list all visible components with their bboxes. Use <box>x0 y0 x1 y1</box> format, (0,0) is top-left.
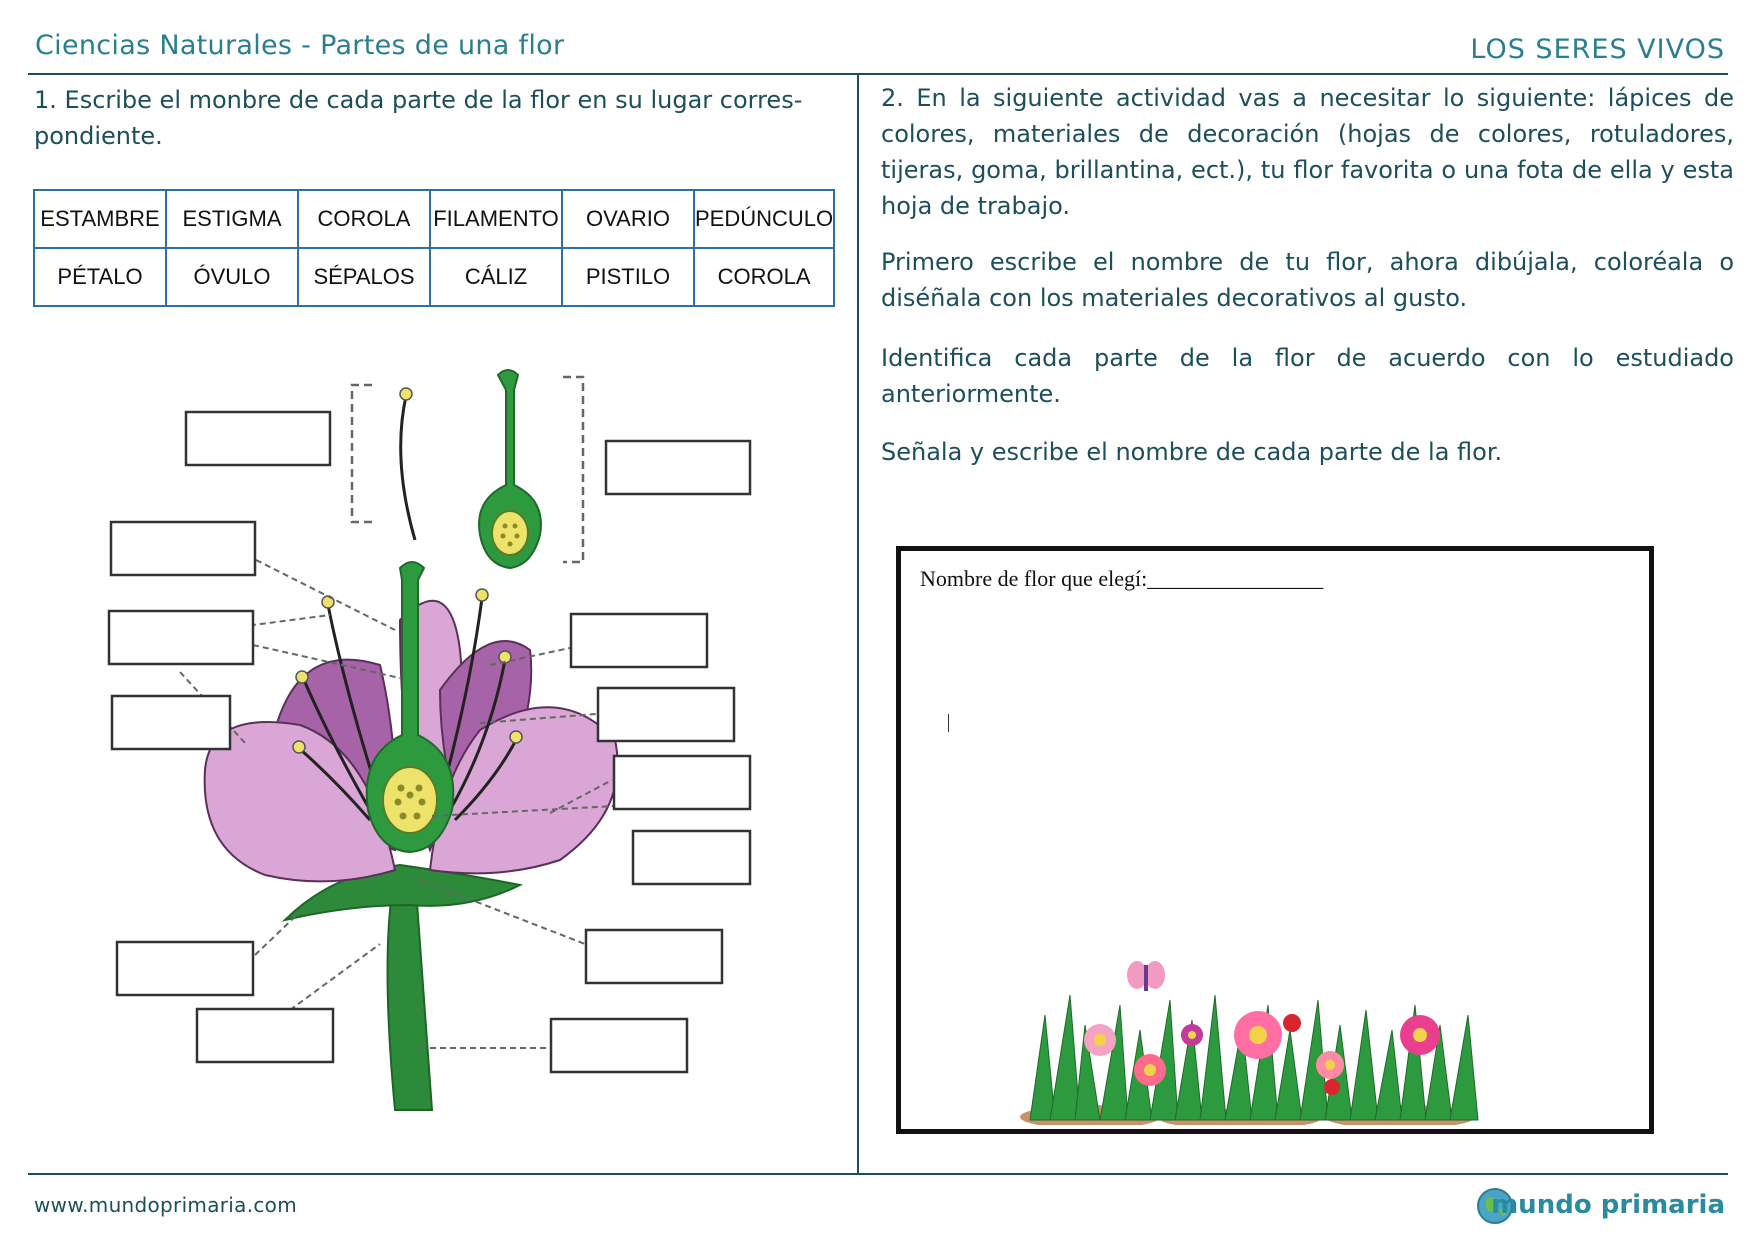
answer-box <box>112 696 230 749</box>
word-cell: PISTILO <box>562 248 694 306</box>
answer-box <box>614 756 750 809</box>
answer-box <box>606 441 750 494</box>
word-cell: OVARIO <box>562 190 694 248</box>
word-bank-table <box>33 189 835 307</box>
ladybug <box>1283 1014 1301 1032</box>
word-cell: PEDÚNCULO <box>694 190 834 248</box>
section-title: LOS SERES VIVOS <box>1470 34 1725 65</box>
flower-diagram <box>0 330 850 1120</box>
header-divider <box>28 73 1728 75</box>
word-bank-row <box>34 190 834 248</box>
question-2-intro: 2. En la siguiente actividad vas a necesitar lo siguiente: lápices de colores, materiales de decoración (hojas de colores, rotuladores, tijeras, goma, brillantina, ect.), tu flor favorita o una fota de ella y esta hoja de trabajo. <box>881 84 1734 220</box>
garden-flower <box>1084 1024 1116 1056</box>
word-cell: CÁLIZ <box>430 248 562 306</box>
filament-detail <box>401 396 415 540</box>
stem <box>388 875 433 1110</box>
answer-box <box>186 412 330 465</box>
pistil-bracket <box>563 377 583 562</box>
text-cursor <box>948 714 949 732</box>
question-2-step-2: Identifica cada parte de la flor de acuerdo con lo estudiado anteriormente. <box>881 344 1734 408</box>
answer-box <box>111 522 255 575</box>
answer-box <box>197 1009 333 1062</box>
ladybug <box>1324 1079 1340 1095</box>
word-cell: ÓVULO <box>166 248 298 306</box>
question-2-step-1: Primero escribe el nombre de tu flor, ahora dibújala, coloréala o diséñala con los materiales decorativos al gusto. <box>881 248 1734 312</box>
answer-box <box>117 942 253 995</box>
word-cell: ESTAMBRE <box>34 190 166 248</box>
garden-flower <box>1181 1024 1203 1046</box>
garden-flower <box>1134 1054 1166 1086</box>
answer-box <box>598 688 734 741</box>
word-cell: PÉTALO <box>34 248 166 306</box>
answer-box <box>109 611 253 664</box>
footer-logo-text: mundo primaria <box>1491 1190 1725 1220</box>
question-1-text: 1. Escribe el monbre de cada parte de la flor en su lugar corres-pondiente. <box>34 86 803 150</box>
garden-flower <box>1316 1051 1344 1079</box>
flower-garden-illustration <box>1010 955 1510 1125</box>
word-cell: ESTIGMA <box>166 190 298 248</box>
stamen-bracket <box>352 385 372 522</box>
word-cell: COROLA <box>298 190 430 248</box>
word-cell: COROLA <box>694 248 834 306</box>
question-2-step-3: Señala y escribe el nombre de cada parte de la flor. <box>881 438 1503 466</box>
footer-divider <box>28 1173 1728 1175</box>
garden-flower <box>1400 1015 1440 1055</box>
word-cell: FILAMENTO <box>430 190 562 248</box>
answer-box <box>633 831 750 884</box>
garden-flower <box>1234 1011 1282 1059</box>
anther-detail <box>400 388 412 400</box>
ovary <box>383 767 437 833</box>
column-divider <box>857 74 859 1174</box>
flower-name-label[interactable]: Nombre de flor que elegí:________________ <box>920 566 1324 591</box>
page-title: Ciencias Naturales - Partes de una flor <box>35 30 565 61</box>
answer-box <box>571 614 707 667</box>
word-cell: SÉPALOS <box>298 248 430 306</box>
footer-url[interactable]: www.mundoprimaria.com <box>34 1193 297 1217</box>
answer-box <box>551 1019 687 1072</box>
butterfly <box>1127 961 1165 991</box>
word-bank-row <box>34 248 834 306</box>
answer-box <box>586 930 722 983</box>
